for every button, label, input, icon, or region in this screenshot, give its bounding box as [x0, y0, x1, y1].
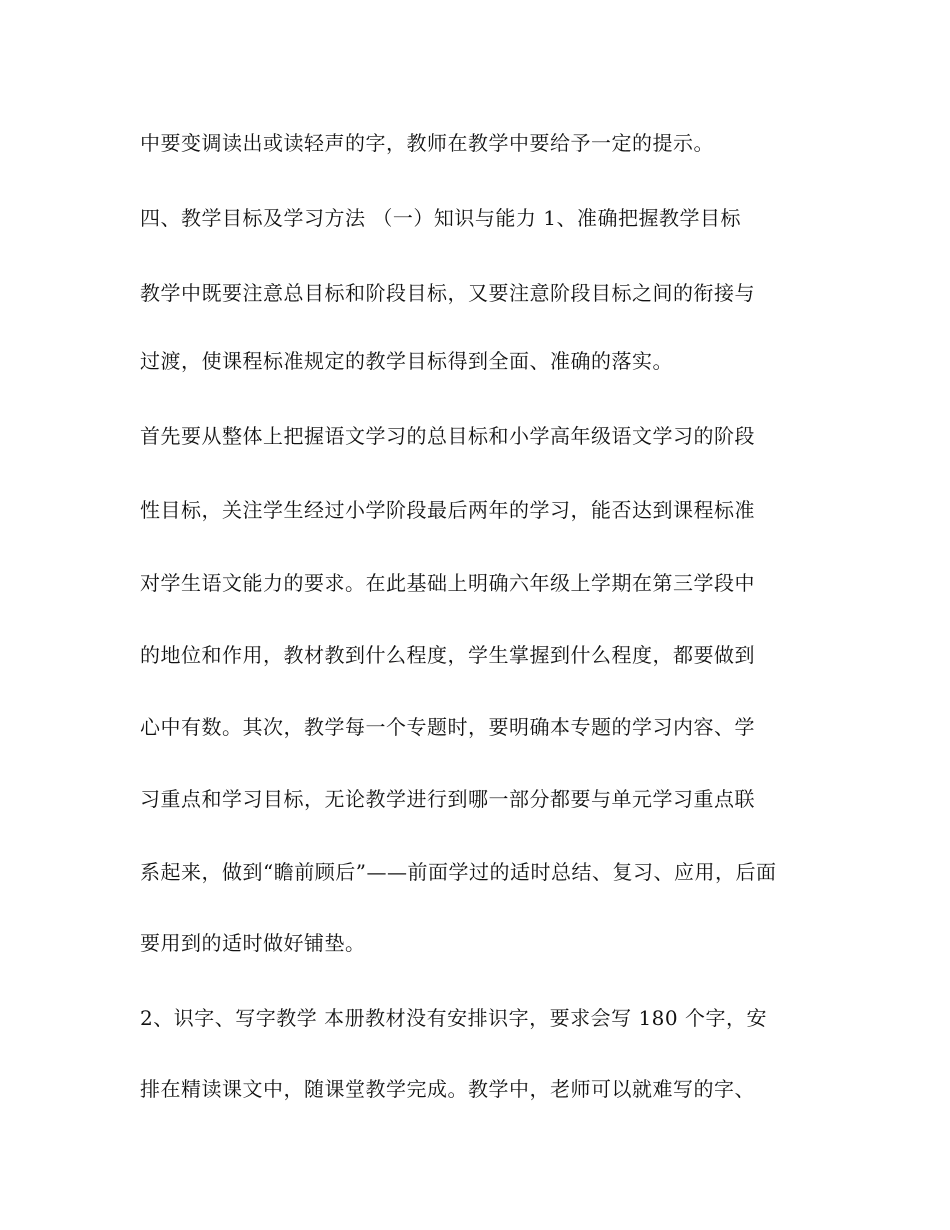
text-line: 首先要从整体上把握语文学习的总目标和小学高年级语文学习的阶段	[140, 424, 755, 448]
text-line: 过渡，使课程标准规定的教学目标得到全面、准确的落实。	[140, 349, 673, 373]
text-line: 对学生语文能力的要求。在此基础上明确六年级上学期在第三学段中	[140, 571, 755, 595]
text-line: 教学中既要注意总目标和阶段目标，又要注意阶段目标之间的衔接与	[140, 281, 755, 305]
text-line: 性目标，关注学生经过小学阶段最后两年的学习，能否达到课程标准	[140, 498, 755, 522]
text-line: 要用到的适时做好铺垫。	[140, 931, 366, 955]
text-line: 排在精读课文中，随课堂教学完成。教学中，老师可以就难写的字、	[140, 1077, 755, 1101]
text-line: 中要变调读出或读轻声的字，教师在教学中要给予一定的提示。	[140, 131, 714, 155]
text-line: 心中有数。其次，教学每一个专题时，要明确本专题的学习内容、学	[140, 715, 755, 739]
text-line: 四、教学目标及学习方法 （一）知识与能力 1、准确把握教学目标	[140, 206, 741, 230]
text-line: 2、识字、写字教学 本册教材没有安排识字，要求会写 180 个字，安	[140, 1006, 767, 1030]
text-line: 的地位和作用，教材教到什么程度，学生掌握到什么程度，都要做到	[140, 643, 755, 667]
text-line: 系起来，做到“瞻前顾后”——前面学过的适时总结、复习、应用，后面	[140, 860, 777, 884]
text-line: 习重点和学习目标，无论教学进行到哪一部分都要与单元学习重点联	[140, 787, 755, 811]
